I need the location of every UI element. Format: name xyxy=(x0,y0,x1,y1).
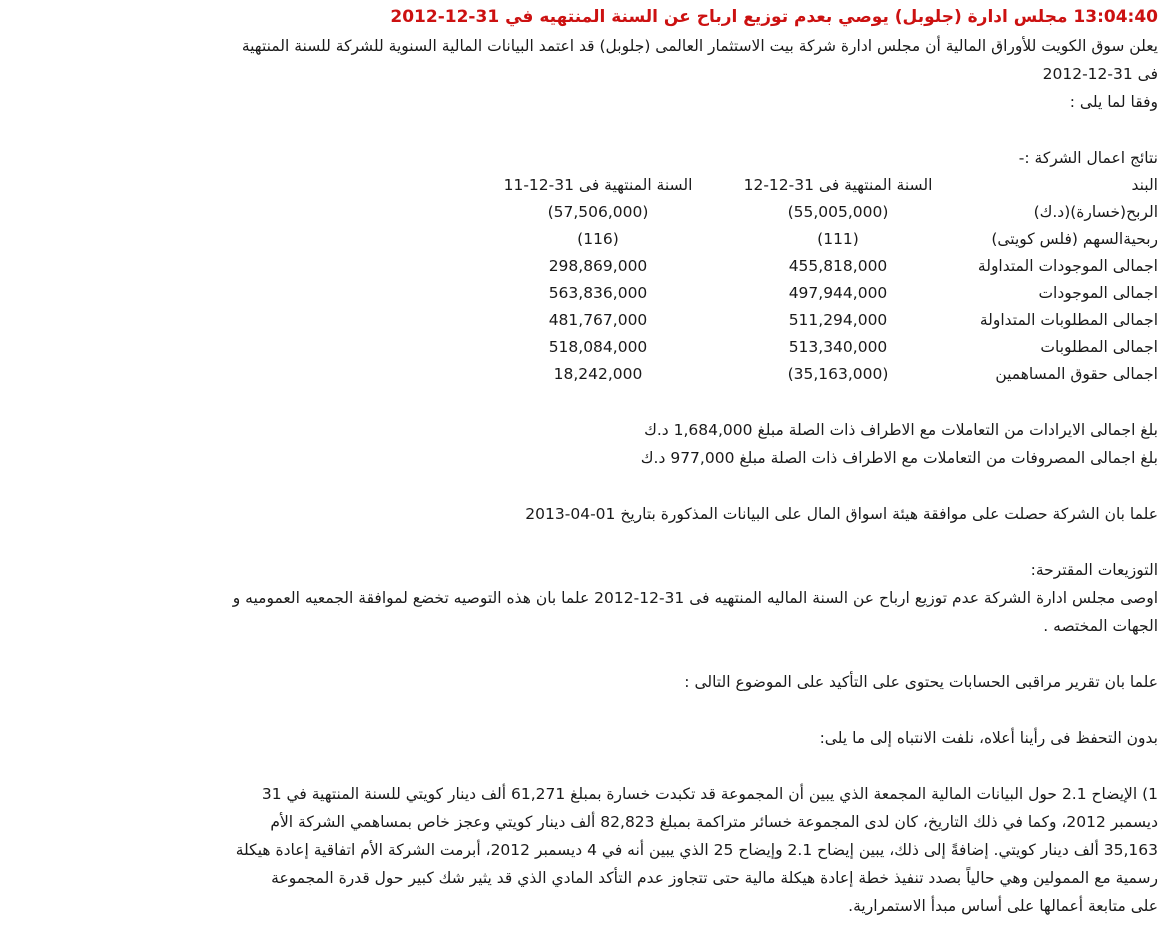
table-row xyxy=(438,307,1158,334)
row-year-2: 18,242,000 xyxy=(553,365,643,383)
header-label: البند xyxy=(1131,176,1158,194)
intro-line-1: يعلن سوق الكويت للأوراق المالية أن مجلس ادارة شركة بيت الاستثمار العالمى (جلوبل) قد اعتمد البيانات المالية السنوية للشركة للسنة المنتهية xyxy=(241,37,1158,55)
row-year-2: 518,084,000 xyxy=(548,338,648,356)
row-year-1: (35,163,000) xyxy=(787,365,889,383)
row-year-2: (57,506,000) xyxy=(547,203,649,221)
distributions-line-2: الجهات المختصه . xyxy=(1043,617,1158,635)
row-year-1: 497,944,000 xyxy=(788,284,888,302)
row-year-1: 511,294,000 xyxy=(788,311,888,329)
distributions-line-1: اوصى مجلس ادارة الشركة عدم توزيع ارباح عن السنة الماليه المنتهيه فى 31-12-2012 علما بان هذه التوصيه تخضع لموافقة الجمعيه العموميه و xyxy=(232,589,1158,607)
auditor-paragraph-line: رسمية مع الممولين وهي حالياً بصدد تنفيذ خطة إعادة هيكلة مالية حتى تتجاوز عدم التأكد المادي الذي قد يثير شك كبير حول قدرة المجموعة xyxy=(271,869,1158,887)
auditor-intro: علما بان تقرير مراقبى الحسابات يحتوى على التأكيد على الموضوع التالى : xyxy=(684,673,1158,691)
headline-title: مجلس ادارة (جلوبل) يوصي بعدم توزيع ارباح عن السنة المنتهيه في 31-12-2012 xyxy=(390,7,1068,27)
row-year-1: 513,340,000 xyxy=(788,338,888,356)
row-label: الربح(خسارة)(د.ك) xyxy=(1033,203,1158,221)
approval-note: علما بان الشركة حصلت على موافقة هيئة اسواق المال على البيانات المذكورة بتاريخ 01-04-2013 xyxy=(525,505,1158,523)
header-year-2: السنة المنتهية فى 31-12-11 xyxy=(503,176,693,194)
row-year-2: (116) xyxy=(577,230,619,248)
auditor-paragraph-line: 1) الإيضاح 2.1 حول البيانات المالية المجمعة الذي يبين أن المجموعة قد تكبدت خسارة بمبلغ 61,271 ألف دينار كويتي للسنة المنتهية في 31 xyxy=(261,785,1158,803)
header-year-1: السنة المنتهية فى 31-12-12 xyxy=(743,176,933,194)
intro-line-2: فى 31-12-2012 xyxy=(1042,65,1158,83)
row-label: اجمالى الموجودات المتداولة xyxy=(977,257,1158,275)
related-revenues: بلغ اجمالى الايرادات من التعاملات مع الاطراف ذات الصلة مبلغ 1,684,000 د.ك xyxy=(644,421,1158,439)
results-header-row xyxy=(438,172,1158,199)
related-expenses: بلغ اجمالى المصروفات من التعاملات مع الاطراف ذات الصلة مبلغ 977,000 د.ك xyxy=(640,449,1158,467)
row-year-2: 298,869,000 xyxy=(548,257,648,275)
table-row xyxy=(438,253,1158,280)
row-year-1: (55,005,000) xyxy=(787,203,889,221)
auditor-paragraph-line: ديسمبر 2012، وكما في ذلك التاريخ، كان لدى المجموعة خسائر متراكمة بمبلغ 82,823 ألف دينار كويتي وعجز خاص بمساهمي الشركة الأم xyxy=(270,813,1158,831)
row-label: اجمالى الموجودات xyxy=(1038,284,1158,302)
distributions-heading: التوزيعات المقترحة: xyxy=(1030,561,1158,579)
table-row xyxy=(438,361,1158,388)
row-label: ربحيةالسهم (فلس كويتى) xyxy=(991,230,1158,248)
auditor-paragraph-line: على متابعة أعمالها على أساس مبدأ الاستمرارية. xyxy=(848,897,1158,915)
table-row xyxy=(438,199,1158,226)
intro-line-3: وفقا لما يلى : xyxy=(1069,93,1158,111)
results-table xyxy=(438,172,1158,388)
row-year-2: 563,836,000 xyxy=(548,284,648,302)
row-year-1: (111) xyxy=(817,230,859,248)
row-label: اجمالى حقوق المساهمين xyxy=(995,365,1158,383)
row-label: اجمالى المطلوبات xyxy=(1040,338,1158,356)
table-row xyxy=(438,280,1158,307)
row-year-1: 455,818,000 xyxy=(788,257,888,275)
table-row xyxy=(438,334,1158,361)
auditor-emphasis: بدون التحفظ فى رأينا أعلاه، نلفت الانتباه إلى ما يلى: xyxy=(819,729,1158,747)
row-label: اجمالى المطلوبات المتداولة xyxy=(979,311,1158,329)
headline-time: 13:04:40 xyxy=(1073,7,1158,27)
auditor-paragraph-line: 35,163 ألف دينار كويتي. إضافةً إلى ذلك، يبين إيضاح 2.1 وإيضاح 25 الذي يبين أنه في 4 ديسمبر 2012، أبرمت الشركة الأم اتفاقية إعادة هيكلة xyxy=(235,841,1158,859)
table-row xyxy=(438,226,1158,253)
announcement-headline xyxy=(40,2,1158,32)
results-heading: نتائج اعمال الشركة :- xyxy=(1018,149,1158,167)
row-year-2: 481,767,000 xyxy=(548,311,648,329)
